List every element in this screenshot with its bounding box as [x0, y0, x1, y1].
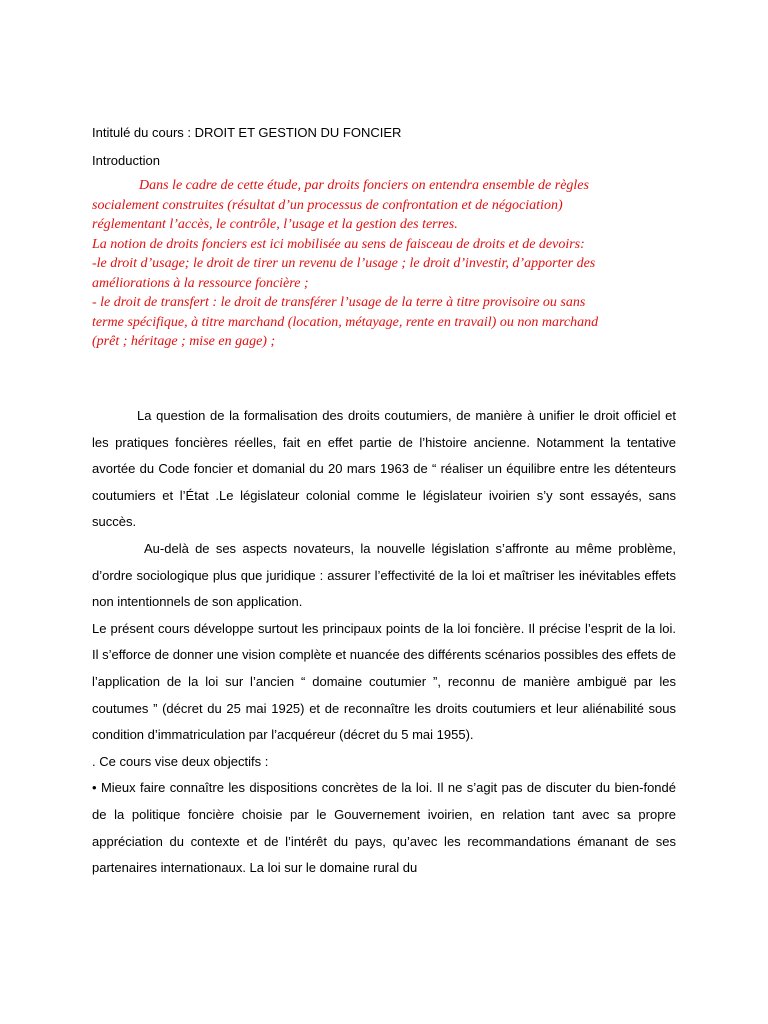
intro-line: réglementant l’accès, le contrôle, l’usage et la gestion des terres.	[92, 217, 458, 232]
paragraph: La question de la formalisation des droits coutumiers, de manière à unifier le droit officiel et les pratiques foncières réelles, fait en effet partie de l’histoire ancienne. Notamment la tentative avortée du Code foncier et domanial du 20 mars 1963 de “ réaliser un équilibre entre les détenteurs coutumiers et l’État .Le législateur colonial comme le législateur ivoirien s’y sont essayés, sans succès.	[92, 408, 676, 530]
intro-line: - le droit de transfert : le droit de transférer l’usage de la terre à titre provisoire ou sans	[92, 295, 586, 310]
intro-line: socialement construites (résultat d’un processus de confrontation et de négociation)	[92, 197, 563, 213]
intro-line: améliorations à la ressource foncière ;	[92, 275, 309, 291]
intro-definition	[92, 176, 664, 352]
paragraph: . Ce cours vise deux objectifs :	[92, 753, 269, 769]
course-title: Intitulé du cours : DROIT ET GESTION DU FONCIER	[92, 125, 402, 140]
bullet-paragraph: • Mieux faire connaître les dispositions concrètes de la loi. Il ne s’agit pas de discuter du bien-fondé de la politique foncière choisie par le Gouvernement ivoirien, en relation tant avec sa propre appréciation du contexte et de l’intérêt du pays, qu’avec les recommandations émanant de ses partenaires internationaux. La loi sur le domaine rural du	[92, 780, 676, 876]
paragraph: Le présent cours développe surtout les principaux points de la loi foncière. Il précise l’esprit de la loi. Il s’efforce de donner une vision complète et nuancée des différents scénarios possibles des effets de l’application de la loi sur l’ancien “ domaine coutumier ”, reconnu de manière ambiguë par les coutumes ” (décret du 25 mai 1925) et de reconnaître les droits coutumiers et leur aliénabilité sous condition d’immatriculation par l’acquéreur (décret du 5 mai 1955).	[92, 620, 676, 743]
body-text	[92, 403, 676, 882]
intro-line: La notion de droits fonciers est ici mobilisée au sens de faisceau de droits et de devoirs:	[92, 236, 585, 252]
paragraph: Au-delà de ses aspects novateurs, la nouvelle législation s’affronte au même problème, d’ordre sociologique plus que juridique : assurer l’effectivité de la loi et maîtriser les inévitables effets non intentionnels de son application.	[92, 540, 676, 610]
intro-heading: Introduction	[92, 153, 160, 168]
intro-line: -le droit d’usage; le droit de tirer un revenu de l’usage ; le droit d’investir, d’apporter des	[92, 256, 596, 271]
intro-line: terme spécifique, à titre marchand (location, métayage, rente en travail) ou non marchand	[92, 314, 599, 330]
intro-line: Dans le cadre de cette étude, par droits fonciers on entendra ensemble de règles	[139, 178, 589, 193]
intro-line: (prêt ; héritage ; mise en gage) ;	[92, 334, 276, 349]
